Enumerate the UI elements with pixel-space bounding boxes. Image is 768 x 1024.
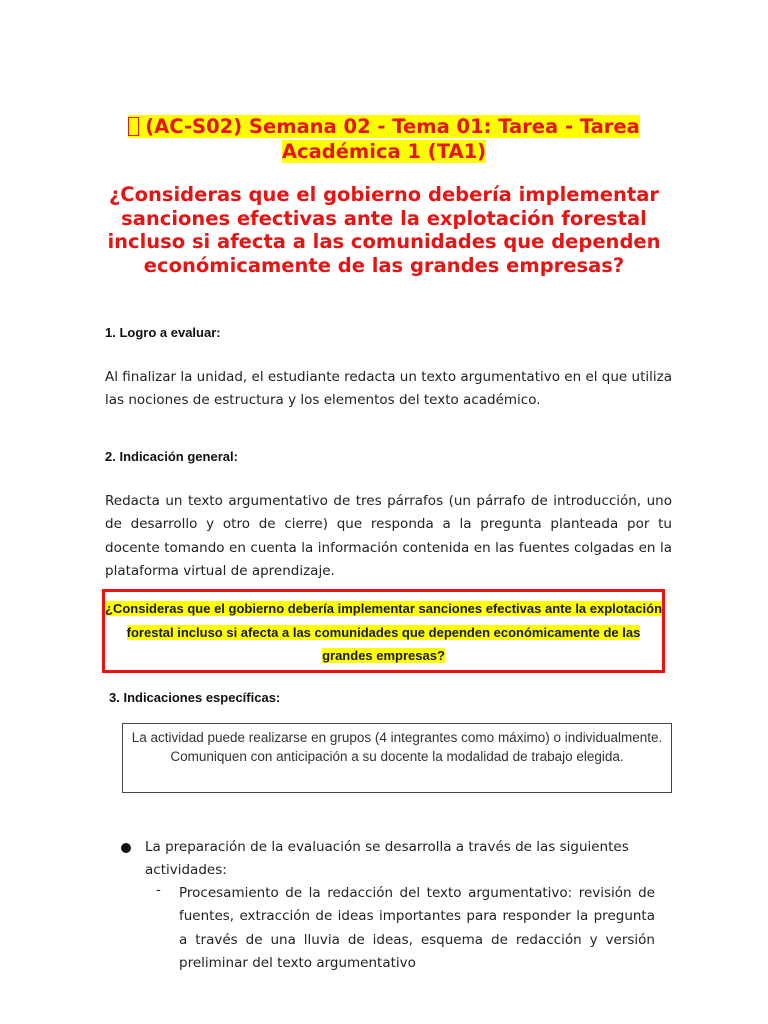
section-2-text: Redacta un texto argumentativo de tres párrafos (un párrafo de introducción, uno de desarrollo y otro de cierre) que responda a la pregunta planteada por tu docente tomando en cuenta la información contenida en las fuentes colgadas en la plataforma virtual de aprendizaje. bbox=[105, 493, 672, 579]
section-1-heading: 1. Logro a evaluar: bbox=[105, 325, 221, 340]
title-highlight bbox=[128, 115, 640, 163]
document-title bbox=[80, 114, 688, 164]
sub-item: Procesamiento de la redacción del texto argumentativo: revisión de fuentes, extracción de ideas importantes para responder la pregunta a través de una lluvia de ideas, esquema de redacción y versión preliminar del texto argumentativo bbox=[179, 885, 655, 971]
question-box-text: ¿Consideras que el gobierno debería implementar sanciones efectivas ante la explotación forestal incluso si afecta a las comunidades que dependen económicamente de las grandes empresas? bbox=[105, 601, 663, 663]
title-text: (AC-S02) Semana 02 - Tema 01: Tarea - Tarea Académica 1 (TA1) bbox=[145, 115, 640, 163]
main-question: ¿Consideras que el gobierno debería implementar sanciones efectivas ante la explotación forestal incluso si afecta a las comunidades que dependen económicamente de las grandes empresas? bbox=[107, 183, 661, 277]
question-box bbox=[102, 589, 665, 673]
section-1-text: Al finalizar la unidad, el estudiante redacta un texto argumentativo en el que utiliza las nociones de estructura y los elementos del texto académico. bbox=[105, 369, 672, 409]
bullet-item: La preparación de la evaluación se desarrolla a través de las siguientes actividades: bbox=[145, 839, 629, 879]
missing-glyph-icon bbox=[128, 117, 139, 136]
dash-marker: - bbox=[156, 882, 161, 898]
bullet-icon bbox=[121, 843, 131, 853]
section-2-heading: 2. Indicación general: bbox=[105, 449, 238, 464]
section-3-heading: 3. Indicaciones específicas: bbox=[109, 690, 281, 705]
activity-note-box: La actividad puede realizarse en grupos (4 integrantes como máximo) o individualmente. Comuniquen con anticipación a su docente la modalidad de trabajo elegida. bbox=[122, 723, 672, 793]
